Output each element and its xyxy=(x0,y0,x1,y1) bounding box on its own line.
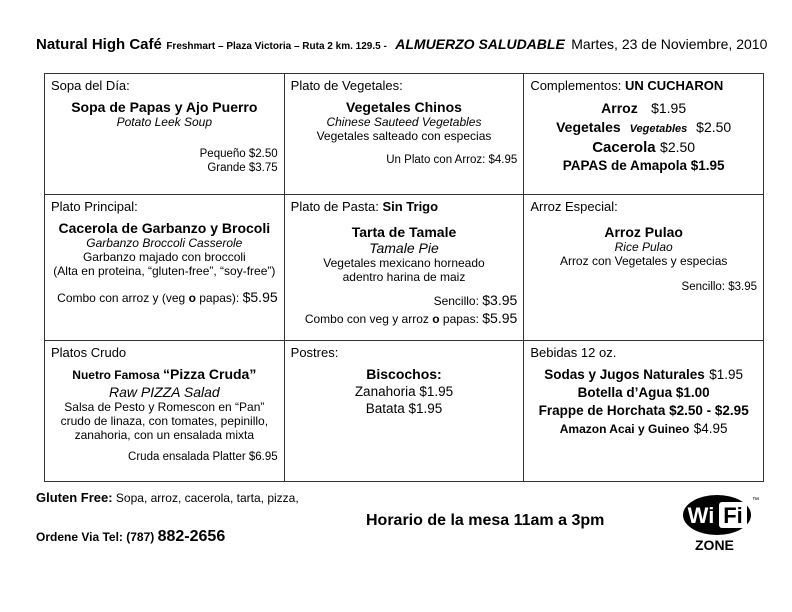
pasta-desc2: adentro harina de maiz xyxy=(342,270,466,284)
pasta-sencillo-label: Sencillo: xyxy=(433,294,483,308)
wifi-fi-text: Fi xyxy=(723,503,743,528)
gluten-free-label: Gluten Free: xyxy=(36,490,113,505)
vegetales-name: Vegetales Chinos xyxy=(346,99,462,115)
crudo-desc1: Salsa de Pesto y Romescon en “Pan” xyxy=(64,400,265,414)
arroz-especial-cell xyxy=(524,195,764,341)
sopa-cell xyxy=(45,74,285,195)
bebidas-item1: Sodas y Jugos Naturales xyxy=(544,367,705,382)
phone-number: 882-2656 xyxy=(157,528,226,545)
vegetales-category: Plato de Vegetales: xyxy=(290,78,403,93)
sopa-small-price: Pequeño $2.50 xyxy=(199,148,278,160)
cafe-location: Freshmart – Plaza Victoria – Ruta 2 km. 129.5 - xyxy=(166,41,387,52)
wifi-icon xyxy=(681,493,761,537)
postres-cell xyxy=(284,341,524,482)
principal-english: Garbanzo Broccoli Casserole xyxy=(86,236,243,250)
arroz-especial-desc: Arroz con Vegetales y especias xyxy=(559,254,728,268)
crudo-category: Platos Crudo xyxy=(51,345,127,360)
bebidas-cell xyxy=(524,341,764,482)
menu-title: ALMUERZO SALUDABLE xyxy=(395,36,565,52)
principal-category: Plato Principal: xyxy=(51,199,138,214)
arroz-especial-category: Arroz Especial: xyxy=(530,199,618,214)
sopa-english: Potato Leek Soup xyxy=(116,115,213,129)
pasta-english: Tamale Pie xyxy=(369,240,439,256)
pasta-category-bold: Sin Trigo xyxy=(382,199,439,214)
postres-item1: Zanahoria $1.95 xyxy=(354,384,454,399)
gluten-free-text: Sopa, arroz, cacerola, tarta, pizza, xyxy=(115,491,299,505)
crudo-desc3: zanahoria, con un ensalada mixta xyxy=(74,428,255,442)
principal-combo-b: papas): xyxy=(195,291,243,305)
wifi-zone-logo xyxy=(681,493,761,557)
pasta-name: Tarta de Tamale xyxy=(351,224,457,240)
principal-name: Cacerola de Garbanzo y Brocoli xyxy=(58,220,271,236)
pasta-combo-a: Combo con veg y arroz xyxy=(304,312,433,326)
papas-item: PAPAS de Amapola $1.95 xyxy=(562,158,725,173)
pasta-cell xyxy=(284,195,524,341)
cafe-name: Natural High Café xyxy=(36,36,162,53)
crudo-price: Cruda ensalada Platter $6.95 xyxy=(128,451,278,463)
crudo-lead: Nuetro Famosa xyxy=(72,368,163,382)
sopa-category: Sopa del Día: xyxy=(51,78,130,93)
sopa-name: Sopa de Papas y Ajo Puerro xyxy=(71,99,258,115)
menu-date: Martes, 23 de Noviembre, 2010 xyxy=(571,36,768,52)
crudo-desc2: crudo de linaza, con tomates, pepinillo, xyxy=(60,414,269,428)
principal-combo-o: o xyxy=(188,291,196,305)
vegetales-side-price: $2.50 xyxy=(696,119,732,135)
pasta-combo-o: o xyxy=(432,312,440,326)
postres-item2: Batata $1.95 xyxy=(365,401,443,416)
crudo-cell xyxy=(45,341,285,482)
pasta-category: Plato de Pasta: xyxy=(290,199,379,214)
complementos-cell xyxy=(524,74,764,195)
bebidas-item3: Frappe de Horchata $2.50 - $2.95 xyxy=(538,403,749,418)
menu-header xyxy=(36,36,766,54)
bebidas-item4-price: $4.95 xyxy=(693,421,728,436)
arroz-especial-price: Sencillo: $3.95 xyxy=(681,281,757,293)
vegetales-side-label: Vegetales xyxy=(556,119,621,135)
principal-cell xyxy=(45,195,285,341)
complementos-category-bold: UN CUCHARON xyxy=(624,78,724,93)
pasta-combo-price: $5.95 xyxy=(482,310,518,326)
pasta-combo-b: papas: xyxy=(439,312,483,326)
vegetales-price: Un Plato con Arroz: $4.95 xyxy=(386,154,518,166)
crudo-english: Raw PIZZA Salad xyxy=(108,384,220,400)
gluten-free-note xyxy=(36,490,299,505)
arroz-label: Arroz xyxy=(601,100,638,116)
sopa-large-price: Grande $3.75 xyxy=(207,162,278,174)
bebidas-item1-price: $1.95 xyxy=(709,367,744,382)
vegetales-cell xyxy=(284,74,524,195)
arroz-especial-name: Arroz Pulao xyxy=(604,224,683,240)
pasta-sencillo-price: $3.95 xyxy=(482,292,518,308)
opening-hours: Horario de la mesa 11am a 3pm xyxy=(366,512,605,529)
postres-category: Postres: xyxy=(290,345,339,360)
menu-grid xyxy=(44,73,764,482)
wifi-zone-label: ZONE xyxy=(695,537,734,553)
cacerola-label: Cacerola xyxy=(592,139,656,156)
bebidas-item4: Amazon Acai y Guineo xyxy=(559,422,690,436)
order-phone xyxy=(36,528,225,546)
arroz-especial-english: Rice Pulao xyxy=(614,240,673,254)
principal-combo-a: Combo con arroz y (veg xyxy=(57,291,189,305)
arroz-price: $1.95 xyxy=(651,100,687,116)
principal-combo-price: $5.95 xyxy=(242,289,278,305)
complementos-category: Complementos: xyxy=(530,78,622,93)
phone-label: Ordene Via Tel: (787) xyxy=(36,530,155,544)
vegetales-side-english: Vegetables xyxy=(629,123,688,135)
bebidas-category: Bebidas 12 oz. xyxy=(530,345,617,360)
vegetales-english: Chinese Sauteed Vegetables xyxy=(326,115,482,129)
principal-desc2: (Alta en proteina, “gluten-free”, “soy-free”) xyxy=(53,264,276,278)
postres-name: Biscochos: xyxy=(366,366,442,382)
bebidas-item2: Botella d’Agua $1.00 xyxy=(577,385,710,400)
pasta-desc1: Vegetales mexicano horneado xyxy=(323,256,485,270)
principal-desc1: Garbanzo majado con broccoli xyxy=(82,250,246,264)
crudo-name: “Pizza Cruda” xyxy=(162,366,257,382)
cacerola-price: $2.50 xyxy=(660,139,696,155)
vegetales-desc: Vegetales salteado con especias xyxy=(316,129,492,143)
wifi-trademark: ™ xyxy=(752,497,759,504)
wifi-wi-text: Wi xyxy=(687,503,715,528)
